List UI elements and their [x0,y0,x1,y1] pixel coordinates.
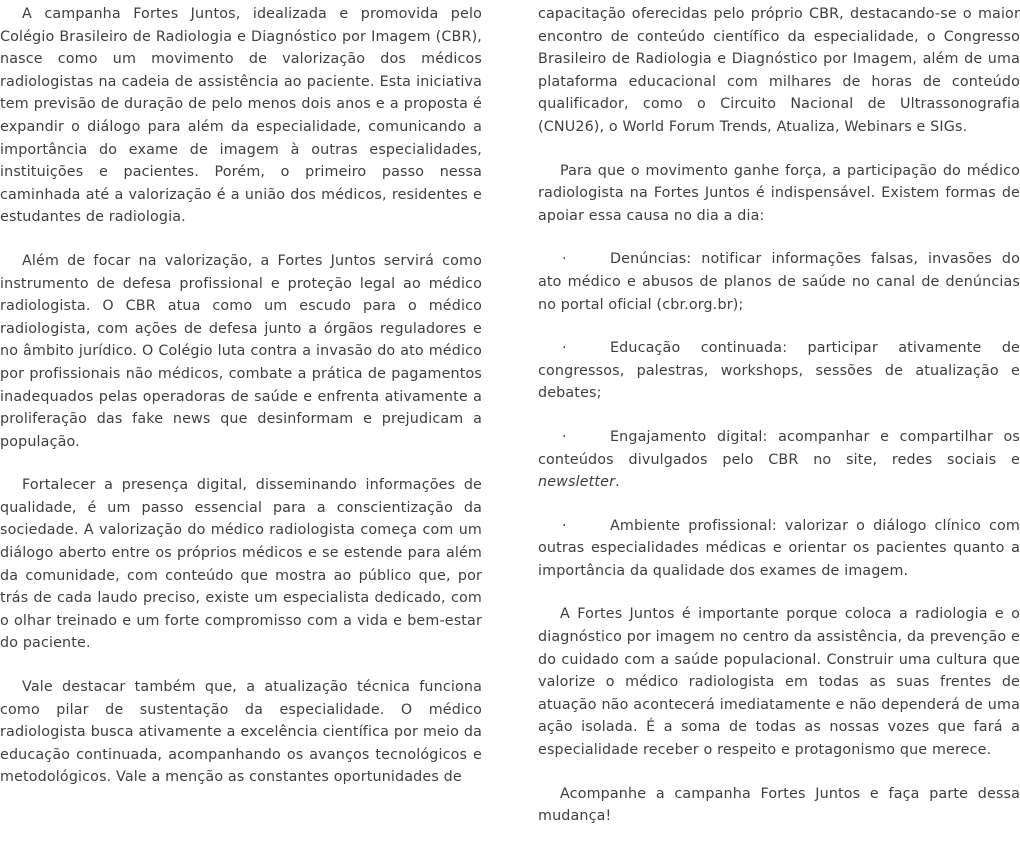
list-item-text: Engajamento digital: acompanhar e compartilhar os conteúdos divulgados pelo CBR no site, redes sociais e [538,428,1020,468]
list-item-professional-environment [538,515,1020,583]
paragraph-importance: A Fortes Juntos é importante porque coloca a radiologia e o diagnóstico por imagem no centro da assistência, da prevenção e do cuidado com a saúde populacional. Construir uma cultura que valorize o médico radiologista em todas as suas frentes de atuação não acontecerá imediatamente e não dependerá de uma ação isolada. É a soma de todas as nossas vozes que fará a especialidade receber o respeito e protagonismo que merece. [538,606,1020,759]
bullet-icon: · [562,340,567,357]
paragraph-training-continuation: capacitação oferecidas pelo próprio CBR, destacando-se o maior encontro de conteúdo científico da especialidade, o Congresso Brasileiro de Radiologia e Diagnóstico por Imagem, além de uma plataforma educacional com milhares de horas de conteúdo qualificador, como o Circuito Nacional de Ultrassonografia (CNU26), o World Forum Trends, Atualiza, Webinars e SIGs. [538,6,1020,135]
list-item-education [538,337,1020,405]
newsletter-emphasis: newsletter [538,474,616,491]
bullet-icon: · [562,251,567,268]
paragraph-professional-defense: Além de focar na valorização, a Fortes Juntos servirá como instrumento de defesa profissional e proteção legal ao médico radiologista. O CBR atua como um escudo para o médico radiologista, com ações de defesa junto a órgãos reguladores e no âmbito jurídico. O Colégio luta contra a invasão do ato médico por profissionais não médicos, combate a prática de pagamentos inadequados pelas operadoras de saúde e enfrenta ativamente a proliferação das fake news que desinformam e prejudicam a população. [0,252,482,450]
list-item-text: Ambiente profissional: valorizar o diálogo clínico com outras especialidades médicas e orientar os pacientes quanto a importância da qualidade dos exames de imagem. [538,517,1020,579]
right-column [538,3,1020,849]
list-item-complaints [538,248,1020,316]
list-item-end: . [615,474,620,491]
list-item-text: Educação continuada: participar ativamente de congressos, palestras, workshops, sessões de atualização e debates; [538,340,1020,402]
paragraph-digital-presence: Fortalecer a presença digital, disseminando informações de qualidade, é um passo essencial para a conscientização da sociedade. A valorização do médico radiologista começa com um diálogo aberto entre os próprios médicos e se estende para além da comunidade, com conteúdo que mostra ao público que, por trás de cada laudo preciso, existe um especialista dedicado, com o olhar treinado e um forte compromisso com a vida e bem-estar do paciente. [0,477,482,652]
list-item-digital-engagement [538,426,1020,494]
list-item-text: Denúncias: notificar informações falsas, invasões do ato médico e abusos de planos de saúde no canal de denúncias no portal oficial (cbr.org.br); [538,251,1020,313]
paragraph-participation: Para que o movimento ganhe força, a participação do médico radiologista na Fortes Juntos é indispensável. Existem formas de apoiar essa causa no dia a dia: [538,162,1020,224]
bullet-icon: · [562,428,567,445]
paragraph-technical-update: Vale destacar também que, a atualização técnica funciona como pilar de sustentação da especialidade. O médico radiologista busca ativamente a excelência científica por meio da educação continuada, acompanhando os avanços tecnológicos e metodológicos. Vale a menção as constantes oportunidades de [0,679,482,786]
paragraph-campaign-intro: A campanha Fortes Juntos, idealizada e promovida pelo Colégio Brasileiro de Radiologia e Diagnóstico por Imagem (CBR), nasce como um movimento de valorização dos médicos radiologistas na cadeia de assistência ao paciente. Esta iniciativa tem previsão de duração de pelo menos dois anos e a proposta é expandir o diálogo para além da especialidade, comunicando a importância do exame de imagem à outras especialidades, instituições e pacientes. Porém, o primeiro passo nessa caminhada até a valorização é a união dos médicos, residentes e estudantes de radiologia. [0,6,482,226]
left-column [0,3,482,810]
bullet-icon: · [562,517,567,534]
paragraph-call-to-action: Acompanhe a campanha Fortes Juntos e faça parte dessa mudança! [538,785,1020,825]
